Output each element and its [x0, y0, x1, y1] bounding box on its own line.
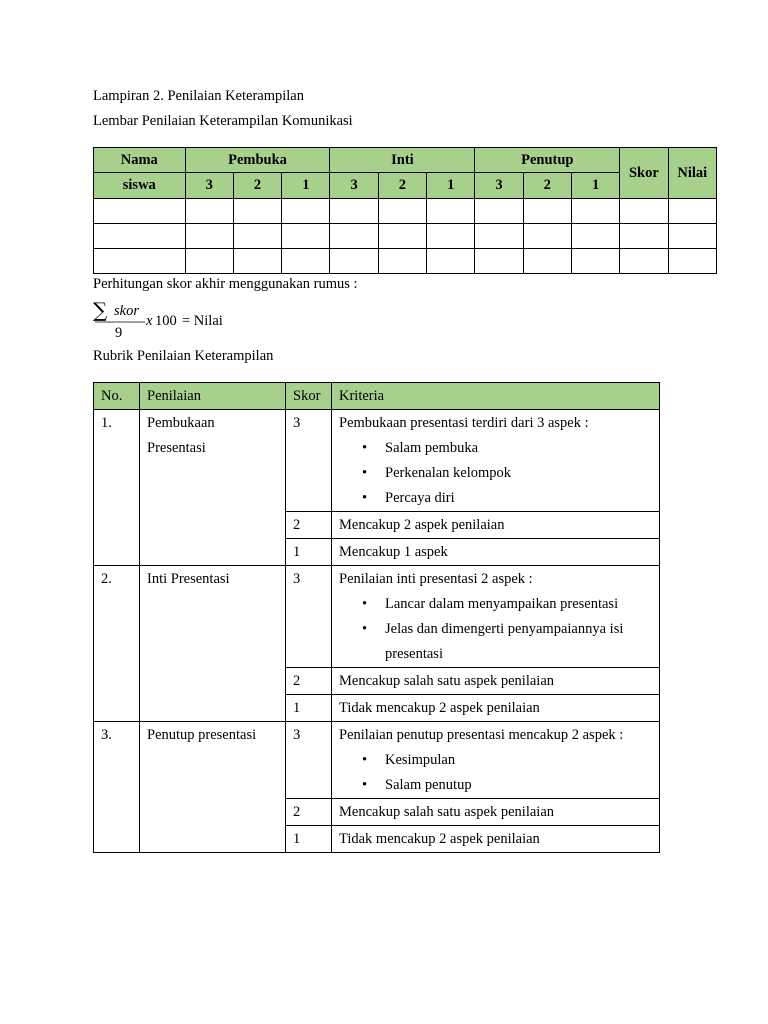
- header-skor: Skor: [620, 148, 668, 199]
- list-item: • Salam pembuka: [339, 436, 652, 461]
- penilaian-line: Penutup presentasi: [147, 727, 257, 743]
- formula-result: = Nilai: [182, 313, 223, 329]
- empty-cell[interactable]: [378, 224, 426, 249]
- list-item: • Kesimpulan: [339, 748, 652, 773]
- assessment-sheet-table: [93, 147, 717, 274]
- row-skor: 1: [286, 539, 332, 566]
- header-penilaian: Penilaian: [140, 383, 286, 410]
- empty-cell[interactable]: [94, 224, 186, 249]
- empty-cell[interactable]: [571, 199, 619, 224]
- header-no: No.: [94, 383, 140, 410]
- header-siswa: siswa: [94, 173, 186, 199]
- score-formula: [93, 298, 293, 343]
- row-kriteria: Tidak mencakup 2 aspek penilaian: [332, 695, 660, 722]
- empty-cell[interactable]: [620, 249, 668, 274]
- empty-cell[interactable]: [282, 199, 330, 224]
- row-kriteria: Mencakup 1 aspek: [332, 539, 660, 566]
- penilaian-line: Inti Presentasi: [147, 571, 230, 587]
- row-penilaian: [140, 566, 286, 722]
- empty-cell[interactable]: [378, 199, 426, 224]
- table-row: [94, 722, 660, 799]
- score-header: 1: [282, 173, 330, 199]
- row-kriteria: Mencakup salah satu aspek penilaian: [332, 668, 660, 695]
- empty-cell[interactable]: [94, 249, 186, 274]
- calculation-text: Perhitungan skor akhir menggunakan rumus :: [93, 276, 358, 292]
- empty-cell[interactable]: [282, 224, 330, 249]
- list-item: • Jelas dan dimengerti penyampaiannya isi: [339, 617, 652, 642]
- score-header: 3: [330, 173, 378, 199]
- score-header: 2: [233, 173, 281, 199]
- row-number: 1.: [94, 410, 140, 566]
- row-kriteria: [332, 722, 660, 799]
- score-header: 3: [185, 173, 233, 199]
- empty-cell[interactable]: [427, 224, 475, 249]
- empty-cell[interactable]: [668, 249, 716, 274]
- kriteria-intro: Penilaian penutup presentasi mencakup 2 aspek :: [339, 727, 624, 743]
- formula-hundred: 100: [155, 313, 177, 329]
- list-item: • Percaya diri: [339, 486, 652, 511]
- empty-cell[interactable]: [94, 199, 186, 224]
- empty-cell[interactable]: [620, 224, 668, 249]
- empty-cell[interactable]: [523, 199, 571, 224]
- row-skor: 3: [286, 410, 332, 512]
- empty-cell[interactable]: [571, 249, 619, 274]
- penilaian-line: Presentasi: [147, 440, 206, 456]
- row-kriteria: [332, 410, 660, 512]
- empty-cell[interactable]: [475, 224, 523, 249]
- table-header-row: [94, 148, 717, 173]
- list-item: • Salam penutup: [339, 773, 652, 798]
- row-number: 3.: [94, 722, 140, 853]
- table-row: [94, 224, 717, 249]
- header-penutup: Penutup: [475, 148, 620, 173]
- header-inti: Inti: [330, 148, 475, 173]
- header-skor: Skor: [286, 383, 332, 410]
- kriteria-intro: Pembukaan presentasi terdiri dari 3 aspek :: [339, 415, 589, 431]
- row-skor: 2: [286, 668, 332, 695]
- row-skor: 1: [286, 826, 332, 853]
- list-item: • Perkenalan kelompok: [339, 461, 652, 486]
- header-nilai: Nilai: [668, 148, 716, 199]
- kriteria-intro: Penilaian inti presentasi 2 aspek :: [339, 571, 533, 587]
- table-row: [94, 410, 660, 512]
- empty-cell[interactable]: [475, 199, 523, 224]
- row-kriteria: Mencakup 2 aspek penilaian: [332, 512, 660, 539]
- header-nama: Nama: [94, 148, 186, 173]
- formula-denominator: 9: [115, 325, 123, 341]
- score-header: 2: [378, 173, 426, 199]
- score-header: 2: [523, 173, 571, 199]
- rubric-table: [93, 382, 660, 853]
- empty-cell[interactable]: [233, 199, 281, 224]
- empty-cell[interactable]: [571, 224, 619, 249]
- row-skor: 2: [286, 512, 332, 539]
- row-kriteria: Tidak mencakup 2 aspek penilaian: [332, 826, 660, 853]
- header-pembuka: Pembuka: [185, 148, 330, 173]
- empty-cell[interactable]: [668, 224, 716, 249]
- empty-cell[interactable]: [378, 249, 426, 274]
- empty-cell[interactable]: [233, 249, 281, 274]
- row-skor: 3: [286, 566, 332, 668]
- row-number: 2.: [94, 566, 140, 722]
- empty-cell[interactable]: [282, 249, 330, 274]
- empty-cell[interactable]: [185, 199, 233, 224]
- formula-times: x: [146, 313, 153, 329]
- empty-cell[interactable]: [427, 249, 475, 274]
- row-kriteria: [332, 566, 660, 668]
- row-penilaian: [140, 410, 286, 566]
- row-penilaian: [140, 722, 286, 853]
- empty-cell[interactable]: [330, 224, 378, 249]
- subheading: Lembar Penilaian Keterampilan Komunikasi: [93, 113, 353, 129]
- empty-cell[interactable]: [185, 224, 233, 249]
- list-item: • Lancar dalam menyampaikan presentasi: [339, 592, 652, 617]
- row-skor: 1: [286, 695, 332, 722]
- empty-cell[interactable]: [233, 224, 281, 249]
- row-kriteria: Mencakup salah satu aspek penilaian: [332, 799, 660, 826]
- heading: Lampiran 2. Penilaian Keterampilan: [93, 88, 304, 104]
- empty-cell[interactable]: [475, 249, 523, 274]
- score-header: 1: [427, 173, 475, 199]
- empty-cell[interactable]: [427, 199, 475, 224]
- formula-numerator: skor: [114, 303, 139, 319]
- table-row: [94, 566, 660, 668]
- rubric-title: Rubrik Penilaian Keterampilan: [93, 348, 274, 364]
- row-skor: 2: [286, 799, 332, 826]
- empty-cell[interactable]: [523, 249, 571, 274]
- empty-cell[interactable]: [523, 224, 571, 249]
- empty-cell[interactable]: [620, 199, 668, 224]
- penilaian-line: Pembukaan: [147, 415, 215, 431]
- score-header: 1: [571, 173, 619, 199]
- score-header: 3: [475, 173, 523, 199]
- table-row: [94, 249, 717, 274]
- empty-cell[interactable]: [668, 199, 716, 224]
- empty-cell[interactable]: [330, 249, 378, 274]
- table-row: [94, 199, 717, 224]
- sigma-symbol: ∑: [93, 298, 108, 322]
- list-item-continuation: presentasi: [385, 646, 443, 662]
- empty-cell[interactable]: [185, 249, 233, 274]
- empty-cell[interactable]: [330, 199, 378, 224]
- header-kriteria: Kriteria: [332, 383, 660, 410]
- rubric-header-row: [94, 383, 660, 410]
- row-skor: 3: [286, 722, 332, 799]
